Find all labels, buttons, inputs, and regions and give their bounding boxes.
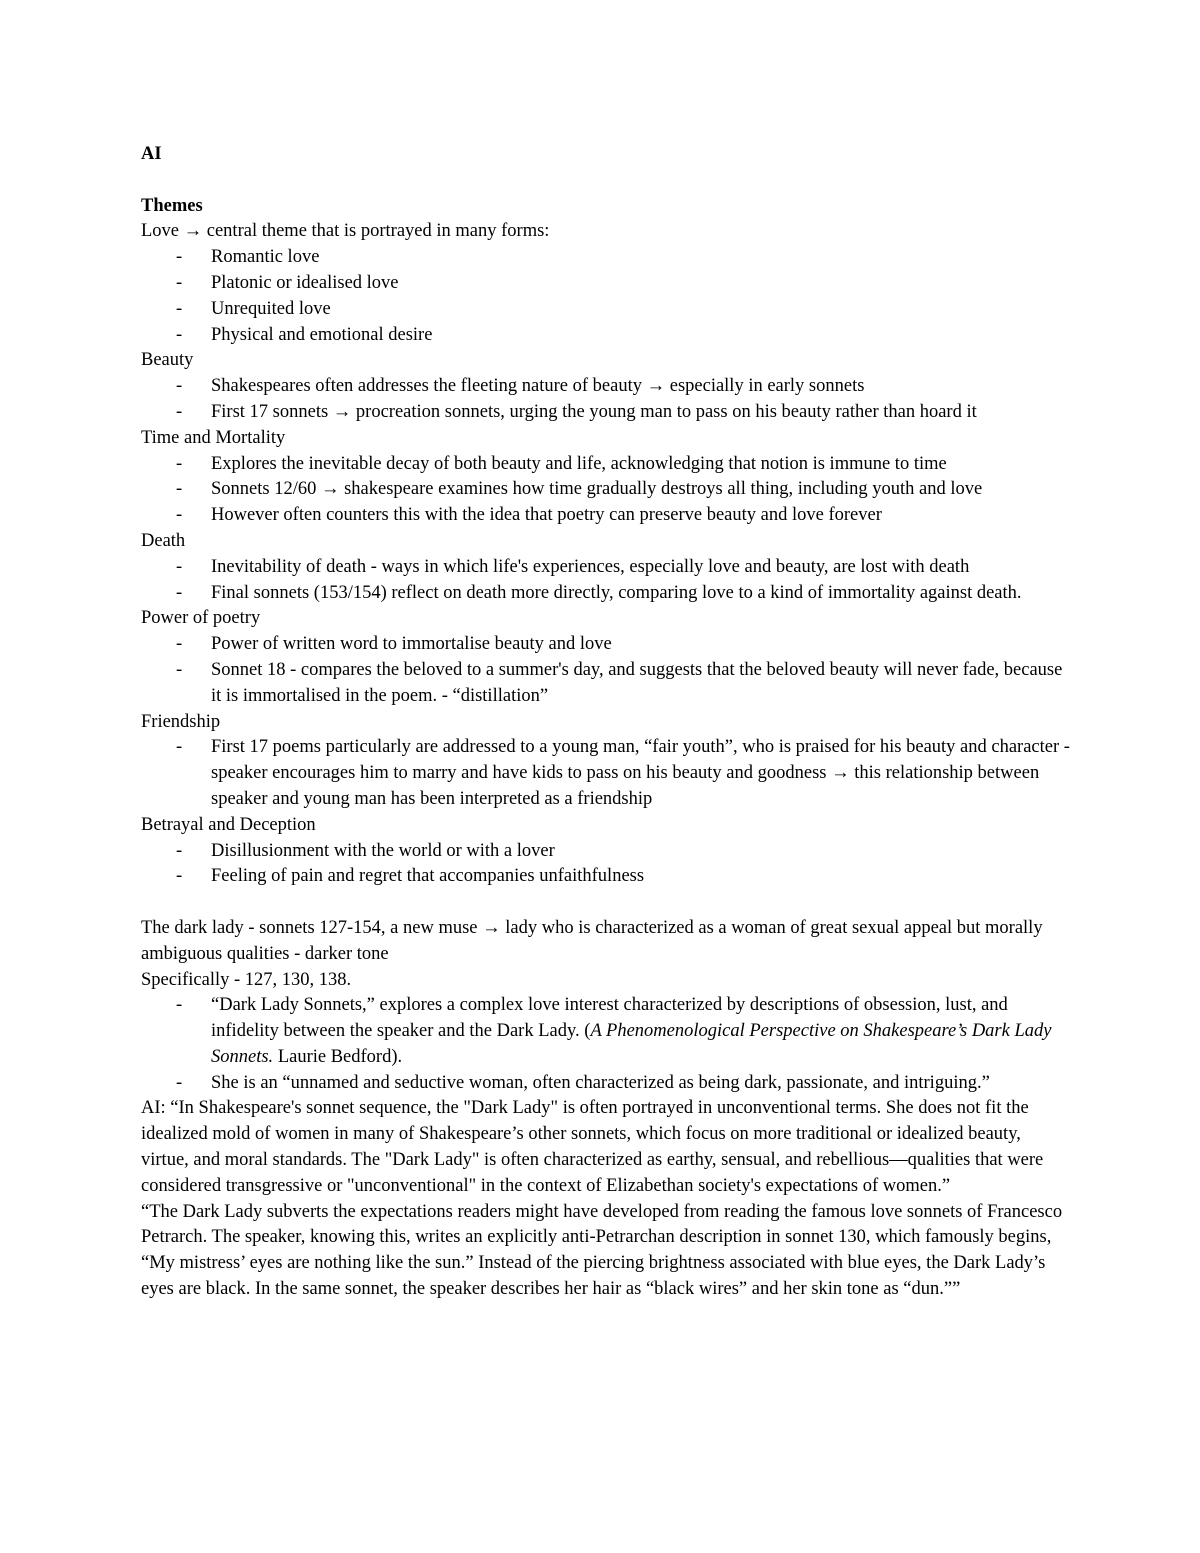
theme-label-betrayal-deception: Betrayal and Deception bbox=[141, 814, 316, 835]
theme-list-death bbox=[141, 555, 1071, 607]
document-body bbox=[141, 142, 1071, 1303]
dark-lady-list bbox=[141, 993, 1071, 1096]
list-item: - Final sonnets (153/154) reflect on death more directly, comparing love to a kind of immortality against death. bbox=[141, 581, 1071, 607]
ai-quote-paragraph: AI: “In Shakespeare's sonnet sequence, the "Dark Lady" is often portrayed in unconventional terms. She does not fit the idealized mold of women in many of Shakespeare’s other sonnets, which focus on more traditional or idealized beauty, virtue, and moral standards. The "Dark Lady" is often characterized as earthy, sensual, and rebellious—qualities that were considered transgressive or "unconventional" in the context of Elizabethan society's expectations of women.” bbox=[141, 1098, 1044, 1196]
theme-label-death: Death bbox=[141, 530, 186, 551]
theme-list-betrayal-deception bbox=[141, 839, 1071, 891]
list-item: - Power of written word to immortalise beauty and love bbox=[141, 632, 1071, 658]
theme-list-power-of-poetry bbox=[141, 632, 1071, 709]
list-item: - She is an “unnamed and seductive woman, often characterized as being dark, passionate, and intriguing.” bbox=[141, 1071, 1071, 1097]
theme-list-time-mortality bbox=[141, 452, 1071, 529]
dark-lady-intro: The dark lady - sonnets 127-154, a new muse → lady who is characterized as a woman of great sexual appeal but morally ambiguous qualities - darker tone bbox=[141, 917, 1043, 964]
citation-title: A Phenomenological Perspective on Shakespeare’s Dark Lady Sonnets. bbox=[211, 1021, 1052, 1067]
list-item: - Sonnets 12/60 → shakespeare examines how time gradually destroys all thing, including youth and love bbox=[141, 477, 1071, 503]
theme-label-power-of-poetry: Power of poetry bbox=[141, 608, 261, 629]
list-item: - Physical and emotional desire bbox=[141, 323, 1071, 349]
list-item: - Sonnet 18 - compares the beloved to a summer's day, and suggests that the beloved beauty will never fade, because it is immortalised in the poem. - “distillation” bbox=[141, 658, 1071, 710]
citation-author: Laurie Bedford). bbox=[273, 1046, 403, 1067]
bullet-text: “Dark Lady Sonnets,” explores a complex love interest characterized by descriptions of obsession, lust, and infidelity between the speaker and the Dark Lady. ( bbox=[211, 995, 1008, 1042]
petrarch-quote-paragraph: “The Dark Lady subverts the expectations readers might have developed from reading the famous love sonnets of Francesco Petrarch. The speaker, knowing this, writes an explicitly anti-Petrarchan description in sonnet 130, which famously begins, “My mistress’ eyes are nothing like the sun.” Instead of the piercing brightness associated with blue eyes, the Dark Lady’s eyes are black. In the same sonnet, the speaker describes her hair as “black wires” and her skin tone as “dun.”” bbox=[141, 1201, 1063, 1300]
list-item: - First 17 poems particularly are addressed to a young man, “fair youth”, who is praised for his beauty and character - speaker encourages him to marry and have kids to pass on his beauty and goodness → this relationship between speaker and young man has been interpreted as a friendship bbox=[141, 735, 1071, 812]
section-heading-themes: Themes bbox=[141, 195, 203, 216]
theme-list-friendship bbox=[141, 735, 1071, 812]
theme-label-friendship: Friendship bbox=[141, 711, 221, 732]
list-item bbox=[141, 993, 1071, 1070]
list-item: - Explores the inevitable decay of both beauty and life, acknowledging that notion is immune to time bbox=[141, 452, 1071, 478]
list-item: - Disillusionment with the world or with a lover bbox=[141, 839, 1071, 865]
list-item: - Shakespeares often addresses the fleeting nature of beauty → especially in early sonnets bbox=[141, 374, 1071, 400]
list-item: - First 17 sonnets → procreation sonnets, urging the young man to pass on his beauty rather than hoard it bbox=[141, 400, 1071, 426]
theme-label-time-mortality: Time and Mortality bbox=[141, 427, 286, 448]
list-item: - Feeling of pain and regret that accompanies unfaithfulness bbox=[141, 864, 1071, 890]
list-item: - Romantic love bbox=[141, 245, 1071, 271]
list-item: - Unrequited love bbox=[141, 297, 1071, 323]
theme-label-beauty: Beauty bbox=[141, 350, 194, 371]
dark-lady-specifically: Specifically - 127, 130, 138. bbox=[141, 969, 352, 990]
theme-list-love bbox=[141, 245, 1071, 348]
list-item: - Platonic or idealised love bbox=[141, 271, 1071, 297]
list-item: - However often counters this with the idea that poetry can preserve beauty and love forever bbox=[141, 503, 1071, 529]
doc-title: AI bbox=[141, 144, 162, 164]
theme-label-love: Love → central theme that is portrayed in many forms: bbox=[141, 221, 550, 242]
list-item: - Inevitability of death - ways in which life's experiences, especially love and beauty, are lost with death bbox=[141, 555, 1071, 581]
theme-list-beauty bbox=[141, 374, 1071, 426]
